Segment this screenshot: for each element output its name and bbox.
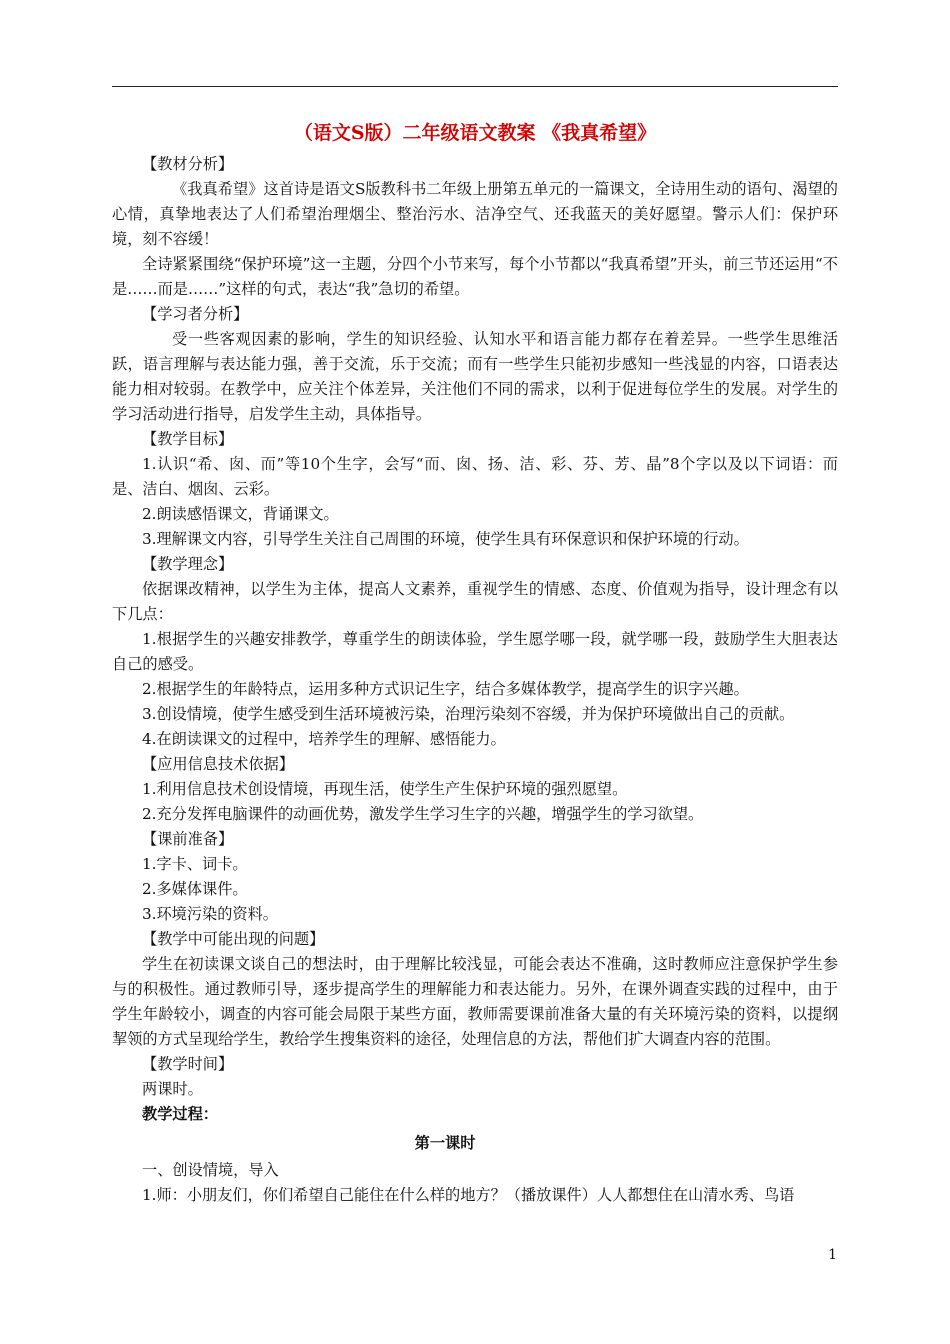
paragraph: 学生在初读课文谈自己的想法时，由于理解比较浅显，可能会表达不准确，这时教师应注意保护学生参与的积极性。通过教师引导，逐步提高学生的理解能力和表达能力。另外，在课外调查实践的过程中，由于学生年龄较小，调查的内容可能会局限于某些方面，教师需要课前准备大量的有关环境污染的资料，以提纲挈领的方式呈现给学生，教给学生搜集资料的途径，处理信息的方法，帮他们扩大调查内容的范围。 — [112, 955, 838, 1048]
paragraph: 两课时。 — [142, 1080, 203, 1098]
list-item: 1.根据学生的兴趣安排教学，尊重学生的朗读体验，学生愿学哪一段，就学哪一段，鼓励学生大胆表达自己的感受。 — [112, 630, 838, 673]
list-item: 1.字卡、词卡。 — [142, 855, 248, 873]
list-item: 3.创设情境，使学生感受到生活环境被污染，治理污染刻不容缓，并为保护环境做出自己的贡献。 — [142, 705, 795, 723]
section-heading-tech: 【应用信息技术依据】 — [142, 755, 294, 773]
section-heading-learner: 【学习者分析】 — [142, 305, 249, 323]
section-heading-philosophy: 【教学理念】 — [142, 555, 234, 573]
paragraph: 一、创设情境，导入 — [142, 1161, 279, 1179]
document-body — [112, 118, 838, 1208]
lesson-heading: 第一课时 — [414, 1134, 476, 1152]
list-item: 3.环境污染的资料。 — [142, 905, 278, 923]
list-item: 2.朗读感悟课文，背诵课文。 — [142, 505, 339, 523]
paragraph: 依据课改精神，以学生为主体，提高人文素养，重视学生的情感、态度、价值观为指导，设计理念有以下几点： — [112, 580, 838, 623]
paragraph: 《我真希望》这首诗是语文S版教科书二年级上册第五单元的一篇课文，全诗用生动的语句、渴望的心情，真挚地表达了人们希望治理烟尘、整治污水、洁净空气、还我蓝天的美好愿望。警示人们：保护环境，刻不容缓！ — [112, 180, 838, 248]
list-item: 3.理解课文内容，引导学生关注自己周围的环境，使学生具有环保意识和保护环境的行动。 — [142, 530, 749, 548]
section-heading-analysis: 【教材分析】 — [142, 155, 234, 173]
list-item: 2.根据学生的年龄特点，运用多种方式识记生字，结合多媒体教学，提高学生的识字兴趣。 — [142, 680, 749, 698]
header-rule — [112, 86, 838, 87]
paragraph: 受一些客观因素的影响，学生的知识经验、认知水平和语言能力都存在着差异。一些学生思维活跃，语言理解与表达能力强，善于交流，乐于交流；而有一些学生只能初步感知一些浅显的内容，口语表达能力相对较弱。在教学中，应关注个体差异，关注他们不同的需求，以利于促进每位学生的发展。对学生的学习活动进行指导，启发学生主动，具体指导。 — [112, 330, 838, 423]
section-heading-problems: 【教学中可能出现的问题】 — [142, 930, 325, 948]
paragraph: 1.师：小朋友们，你们希望自己能住在什么样的地方？（播放课件）人人都想住在山清水秀、鸟语 — [142, 1186, 795, 1204]
list-item: 2.多媒体课件。 — [142, 880, 248, 898]
list-item: 2.充分发挥电脑课件的动画优势，激发学生学习生字的兴趣，增强学生的学习欲望。 — [142, 805, 704, 823]
list-item: 1.认识“希、囱、而”等10个生字，会写“而、囱、扬、洁、彩、芬、芳、晶”8个字以及以下词语：而是、洁白、烟囱、云彩。 — [112, 455, 838, 498]
section-heading-time: 【教学时间】 — [142, 1055, 234, 1073]
list-item: 4.在朗读课文的过程中，培养学生的理解、感悟能力。 — [142, 730, 506, 748]
section-heading-goals: 【教学目标】 — [142, 430, 234, 448]
page-number: 1 — [828, 1247, 837, 1263]
section-heading-process: 教学过程： — [142, 1105, 218, 1123]
paragraph: 全诗紧紧围绕“保护环境”这一主题，分四个小节来写，每个小节都以“我真希望”开头，前三节还运用“不是……而是……”这样的句式，表达“我”急切的希望。 — [112, 255, 838, 298]
list-item: 1.利用信息技术创设情境，再现生活，使学生产生保护环境的强烈愿望。 — [142, 780, 628, 798]
document-title: （语文S版）二年级语文教案 《我真希望》 — [293, 122, 657, 144]
section-heading-prep: 【课前准备】 — [142, 830, 234, 848]
